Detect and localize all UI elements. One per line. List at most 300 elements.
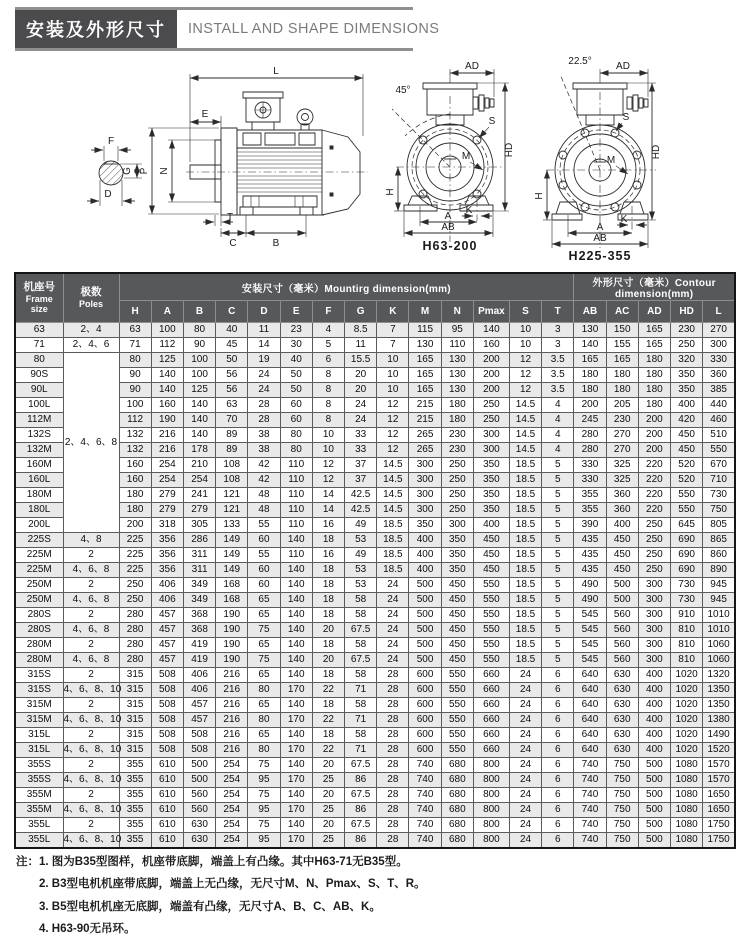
- value-cell: 508: [183, 743, 215, 758]
- value-cell: 28: [377, 728, 409, 743]
- page-title-cn: 安装及外形尺寸: [15, 10, 177, 48]
- frame-cell: 315S: [15, 683, 63, 698]
- value-cell: 55: [248, 548, 280, 563]
- value-cell: 168: [216, 578, 248, 593]
- value-cell: 75: [248, 818, 280, 833]
- dim-label-ad: AD: [465, 61, 479, 72]
- value-cell: 14.5: [509, 443, 541, 458]
- frame-cell: 280M: [15, 653, 63, 668]
- value-cell: 10: [509, 323, 541, 338]
- value-cell: 560: [606, 653, 638, 668]
- table-row: [15, 488, 735, 503]
- value-cell: 89: [216, 443, 248, 458]
- value-cell: 630: [183, 818, 215, 833]
- value-cell: 110: [280, 473, 312, 488]
- col-header-N: N: [441, 301, 473, 323]
- value-cell: 140: [183, 428, 215, 443]
- frame-cell: 71: [15, 338, 63, 353]
- value-cell: 140: [280, 698, 312, 713]
- dim-label-p: P: [139, 167, 150, 175]
- frame-cell: 355L: [15, 818, 63, 833]
- table-row: [15, 353, 735, 368]
- dim-label-d: D: [104, 189, 112, 200]
- value-cell: 550: [441, 668, 473, 683]
- value-cell: 1320: [703, 668, 735, 683]
- value-cell: 250: [473, 413, 509, 428]
- value-cell: 630: [183, 833, 215, 849]
- value-cell: 67.5: [345, 818, 377, 833]
- flange-bolt-hole: [581, 203, 589, 211]
- value-cell: 400: [409, 563, 441, 578]
- value-cell: 180: [119, 488, 151, 503]
- col-header-K: K: [377, 301, 409, 323]
- value-cell: 22: [312, 743, 344, 758]
- frame-cell: 315M: [15, 713, 63, 728]
- value-cell: 350: [473, 488, 509, 503]
- value-cell: 24: [509, 818, 541, 833]
- poles-cell: 4、6、8: [63, 653, 119, 668]
- value-cell: 4: [312, 323, 344, 338]
- value-cell: 60: [280, 398, 312, 413]
- value-cell: 220: [638, 503, 670, 518]
- value-cell: 311: [183, 548, 215, 563]
- value-cell: 38: [248, 428, 280, 443]
- value-cell: 400: [638, 668, 670, 683]
- value-cell: 1020: [671, 668, 703, 683]
- frame-cell: 132S: [15, 428, 63, 443]
- value-cell: 500: [183, 758, 215, 773]
- value-cell: 216: [216, 698, 248, 713]
- value-cell: 180: [638, 353, 670, 368]
- value-cell: 550: [671, 488, 703, 503]
- value-cell: 645: [671, 518, 703, 533]
- value-cell: 1570: [703, 773, 735, 788]
- value-cell: 800: [473, 833, 509, 849]
- value-cell: 220: [638, 488, 670, 503]
- value-cell: 1750: [703, 833, 735, 849]
- value-cell: 945: [703, 578, 735, 593]
- value-cell: 200: [638, 428, 670, 443]
- dim-label-t: T: [226, 212, 234, 223]
- dim-label-g: G: [122, 167, 133, 175]
- value-cell: 200: [638, 443, 670, 458]
- value-cell: 95: [248, 803, 280, 818]
- value-cell: 10: [509, 338, 541, 353]
- value-cell: 100: [183, 353, 215, 368]
- value-cell: 5: [542, 548, 574, 563]
- value-cell: 355: [119, 788, 151, 803]
- value-cell: 75: [248, 653, 280, 668]
- fan-cowl: [322, 130, 360, 215]
- frame-cell: 315M: [15, 698, 63, 713]
- value-cell: 71: [119, 338, 151, 353]
- value-cell: 630: [606, 743, 638, 758]
- value-cell: 4: [542, 428, 574, 443]
- value-cell: 140: [473, 323, 509, 338]
- value-cell: 600: [409, 743, 441, 758]
- value-cell: 680: [441, 788, 473, 803]
- value-cell: 254: [216, 818, 248, 833]
- value-cell: 350: [473, 473, 509, 488]
- value-cell: 37: [345, 458, 377, 473]
- value-cell: 220: [638, 458, 670, 473]
- value-cell: 80: [248, 713, 280, 728]
- value-cell: 115: [409, 323, 441, 338]
- frame-cell: 180M: [15, 488, 63, 503]
- value-cell: 149: [216, 563, 248, 578]
- value-cell: 350: [671, 368, 703, 383]
- value-cell: 400: [409, 533, 441, 548]
- value-cell: 42: [248, 458, 280, 473]
- value-cell: 1080: [671, 803, 703, 818]
- value-cell: 250: [441, 488, 473, 503]
- value-cell: 75: [248, 788, 280, 803]
- table-row: [15, 593, 735, 608]
- value-cell: 33: [345, 443, 377, 458]
- dim-label-m: M: [606, 155, 616, 166]
- value-cell: 112: [151, 338, 183, 353]
- value-cell: 254: [216, 758, 248, 773]
- value-cell: 800: [473, 803, 509, 818]
- value-cell: 24: [377, 653, 409, 668]
- value-cell: 100: [183, 368, 215, 383]
- value-cell: 450: [441, 578, 473, 593]
- col-header-C: C: [216, 301, 248, 323]
- front-view-h63-200: [385, 61, 515, 253]
- value-cell: 110: [280, 458, 312, 473]
- value-cell: 560: [606, 608, 638, 623]
- value-cell: 89: [216, 428, 248, 443]
- value-cell: 24: [509, 713, 541, 728]
- value-cell: 12: [377, 428, 409, 443]
- poles-cell: 2: [63, 608, 119, 623]
- value-cell: 508: [151, 728, 183, 743]
- value-cell: 550: [441, 743, 473, 758]
- value-cell: 8: [312, 368, 344, 383]
- value-cell: 140: [280, 593, 312, 608]
- value-cell: 5: [542, 563, 574, 578]
- value-cell: 500: [606, 593, 638, 608]
- value-cell: 24: [377, 638, 409, 653]
- value-cell: 330: [703, 353, 735, 368]
- value-cell: 12: [509, 368, 541, 383]
- value-cell: 225: [119, 548, 151, 563]
- value-cell: 28: [377, 773, 409, 788]
- frame-cell: 250M: [15, 578, 63, 593]
- frame-cell: 160M: [15, 458, 63, 473]
- value-cell: 20: [345, 368, 377, 383]
- col-header-F: F: [312, 301, 344, 323]
- value-cell: 50: [280, 383, 312, 398]
- value-cell: 53: [345, 578, 377, 593]
- value-cell: 22: [312, 713, 344, 728]
- value-cell: 170: [280, 803, 312, 818]
- value-cell: 24: [509, 683, 541, 698]
- value-cell: 400: [473, 518, 509, 533]
- value-cell: 14.5: [377, 473, 409, 488]
- value-cell: 95: [441, 323, 473, 338]
- value-cell: 24: [377, 578, 409, 593]
- value-cell: 740: [574, 833, 606, 849]
- value-cell: 550: [473, 638, 509, 653]
- value-cell: 230: [671, 323, 703, 338]
- value-cell: 125: [151, 353, 183, 368]
- flange-bolt-hole: [473, 190, 481, 198]
- value-cell: 280: [119, 623, 151, 638]
- value-cell: 630: [606, 728, 638, 743]
- value-cell: 300: [409, 473, 441, 488]
- value-cell: 108: [216, 473, 248, 488]
- value-cell: 220: [638, 473, 670, 488]
- value-cell: 440: [703, 398, 735, 413]
- value-cell: 150: [606, 323, 638, 338]
- value-cell: 4: [542, 443, 574, 458]
- notes-section: [16, 851, 426, 941]
- value-cell: 95: [248, 773, 280, 788]
- value-cell: 640: [574, 713, 606, 728]
- value-cell: 300: [638, 593, 670, 608]
- table-row: [15, 323, 735, 338]
- value-cell: 180: [441, 413, 473, 428]
- dim-label-f: F: [107, 136, 115, 147]
- value-cell: 200: [473, 353, 509, 368]
- value-cell: 24: [509, 668, 541, 683]
- value-cell: 140: [183, 413, 215, 428]
- value-cell: 180: [606, 368, 638, 383]
- value-cell: 545: [574, 608, 606, 623]
- terminal-box-front: [573, 83, 648, 125]
- value-cell: 6: [542, 818, 574, 833]
- dim-label-a: A: [444, 211, 452, 222]
- value-cell: 6: [542, 668, 574, 683]
- value-cell: 140: [183, 398, 215, 413]
- frame-cell: 80: [15, 353, 63, 368]
- value-cell: 400: [409, 548, 441, 563]
- value-cell: 58: [345, 638, 377, 653]
- value-cell: 71: [345, 683, 377, 698]
- value-cell: 71: [345, 713, 377, 728]
- value-cell: 6: [542, 743, 574, 758]
- value-cell: 610: [151, 833, 183, 849]
- value-cell: 545: [574, 623, 606, 638]
- value-cell: 355: [119, 803, 151, 818]
- value-cell: 90: [119, 383, 151, 398]
- flange-bolt-hole: [633, 181, 641, 189]
- value-cell: 254: [151, 473, 183, 488]
- value-cell: 10: [312, 428, 344, 443]
- value-cell: 690: [671, 548, 703, 563]
- motor-side-view-drawing: [87, 66, 368, 249]
- value-cell: 60: [280, 413, 312, 428]
- value-cell: 435: [574, 533, 606, 548]
- value-cell: 286: [183, 533, 215, 548]
- value-cell: 190: [151, 413, 183, 428]
- value-cell: 18.5: [377, 548, 409, 563]
- value-cell: 10: [312, 443, 344, 458]
- value-cell: 500: [409, 608, 441, 623]
- table-row: [15, 758, 735, 773]
- value-cell: 300: [409, 488, 441, 503]
- value-cell: 16: [312, 548, 344, 563]
- flange-bolt-hole: [611, 203, 619, 211]
- value-cell: 110: [280, 548, 312, 563]
- value-cell: 800: [473, 818, 509, 833]
- value-cell: 280: [574, 428, 606, 443]
- mounting-flange: [221, 128, 237, 215]
- value-cell: 740: [574, 773, 606, 788]
- value-cell: 7: [377, 323, 409, 338]
- value-cell: 5: [542, 533, 574, 548]
- value-cell: 270: [703, 323, 735, 338]
- value-cell: 5: [542, 473, 574, 488]
- poles-cell: 4、6、8、10: [63, 833, 119, 849]
- frame-cell: 225S: [15, 533, 63, 548]
- value-cell: 230: [606, 413, 638, 428]
- value-cell: 250: [473, 398, 509, 413]
- frame-cell: 280M: [15, 638, 63, 653]
- note-item-3: 3. B5型电机机座无底脚，端盖有凸缘，无尺寸A、B、C、AB、K。: [39, 900, 381, 913]
- value-cell: 740: [574, 788, 606, 803]
- value-cell: 180: [119, 503, 151, 518]
- value-cell: 28: [377, 833, 409, 849]
- poles-cell: 2、4、6: [63, 338, 119, 353]
- value-cell: 419: [183, 638, 215, 653]
- value-cell: 360: [703, 368, 735, 383]
- value-cell: 205: [606, 398, 638, 413]
- value-cell: 750: [606, 803, 638, 818]
- terminal-box-side: [243, 92, 283, 130]
- value-cell: 165: [606, 353, 638, 368]
- frame-cell: 280S: [15, 623, 63, 638]
- value-cell: 545: [574, 653, 606, 668]
- value-cell: 75: [248, 758, 280, 773]
- value-cell: 279: [151, 488, 183, 503]
- value-cell: 330: [574, 458, 606, 473]
- value-cell: 280: [574, 443, 606, 458]
- value-cell: 280: [119, 653, 151, 668]
- value-cell: 60: [248, 563, 280, 578]
- value-cell: 890: [703, 563, 735, 578]
- value-cell: 270: [606, 428, 638, 443]
- value-cell: 42.5: [345, 503, 377, 518]
- value-cell: 510: [703, 428, 735, 443]
- value-cell: 740: [574, 818, 606, 833]
- value-cell: 490: [574, 593, 606, 608]
- value-cell: 28: [377, 713, 409, 728]
- value-cell: 5: [542, 458, 574, 473]
- frame-cell: 315L: [15, 743, 63, 758]
- value-cell: 450: [473, 563, 509, 578]
- value-cell: 130: [441, 383, 473, 398]
- value-cell: 90: [119, 368, 151, 383]
- value-cell: 230: [441, 428, 473, 443]
- value-cell: 265: [409, 428, 441, 443]
- frame-cell: 280S: [15, 608, 63, 623]
- value-cell: 24: [509, 743, 541, 758]
- value-cell: 56: [216, 368, 248, 383]
- value-cell: 75: [248, 623, 280, 638]
- value-cell: 508: [151, 668, 183, 683]
- value-cell: 660: [473, 668, 509, 683]
- value-cell: 350: [473, 458, 509, 473]
- value-cell: 155: [606, 338, 638, 353]
- value-cell: 24: [248, 383, 280, 398]
- value-cell: 190: [216, 653, 248, 668]
- value-cell: 200: [473, 383, 509, 398]
- value-cell: 28: [377, 698, 409, 713]
- value-cell: 225: [119, 563, 151, 578]
- value-cell: 740: [409, 818, 441, 833]
- value-cell: 65: [248, 698, 280, 713]
- value-cell: 680: [441, 833, 473, 849]
- value-cell: 508: [151, 743, 183, 758]
- value-cell: 130: [409, 338, 441, 353]
- frame-cell: 63: [15, 323, 63, 338]
- value-cell: 660: [473, 698, 509, 713]
- value-cell: 140: [280, 788, 312, 803]
- value-cell: 1060: [703, 653, 735, 668]
- value-cell: 180: [638, 368, 670, 383]
- value-cell: 315: [119, 713, 151, 728]
- dimensions-table: [14, 272, 736, 849]
- value-cell: 254: [216, 788, 248, 803]
- value-cell: 28: [377, 818, 409, 833]
- value-cell: 550: [473, 653, 509, 668]
- table-row: [15, 383, 735, 398]
- col-header-M: M: [409, 301, 441, 323]
- value-cell: 730: [671, 578, 703, 593]
- value-cell: 63: [119, 323, 151, 338]
- value-cell: 660: [473, 728, 509, 743]
- value-cell: 450: [441, 653, 473, 668]
- value-cell: 180: [441, 398, 473, 413]
- value-cell: 130: [574, 323, 606, 338]
- value-cell: 490: [574, 578, 606, 593]
- value-cell: 241: [183, 488, 215, 503]
- value-cell: 165: [638, 338, 670, 353]
- value-cell: 125: [183, 383, 215, 398]
- value-cell: 250: [441, 458, 473, 473]
- value-cell: 33: [345, 428, 377, 443]
- value-cell: 58: [345, 608, 377, 623]
- value-cell: 12: [312, 458, 344, 473]
- value-cell: 18: [312, 533, 344, 548]
- value-cell: 400: [638, 698, 670, 713]
- value-cell: 42.5: [345, 488, 377, 503]
- value-cell: 14.5: [377, 458, 409, 473]
- value-cell: 65: [248, 638, 280, 653]
- value-cell: 500: [409, 593, 441, 608]
- value-cell: 90: [183, 338, 215, 353]
- value-cell: 53: [345, 533, 377, 548]
- value-cell: 140: [280, 653, 312, 668]
- dim-label-ab: AB: [593, 233, 607, 244]
- value-cell: 67.5: [345, 758, 377, 773]
- front-view-h225-355: [534, 56, 662, 263]
- value-cell: 435: [574, 548, 606, 563]
- table-row: [15, 743, 735, 758]
- note-item-4: 4. H63-90无吊环。: [39, 923, 136, 936]
- value-cell: 680: [441, 803, 473, 818]
- value-cell: 180: [638, 398, 670, 413]
- poles-cell: 2: [63, 758, 119, 773]
- value-cell: 254: [216, 833, 248, 849]
- value-cell: 5: [542, 638, 574, 653]
- value-cell: 48: [248, 488, 280, 503]
- value-cell: 740: [409, 758, 441, 773]
- value-cell: 600: [409, 713, 441, 728]
- value-cell: 50: [216, 353, 248, 368]
